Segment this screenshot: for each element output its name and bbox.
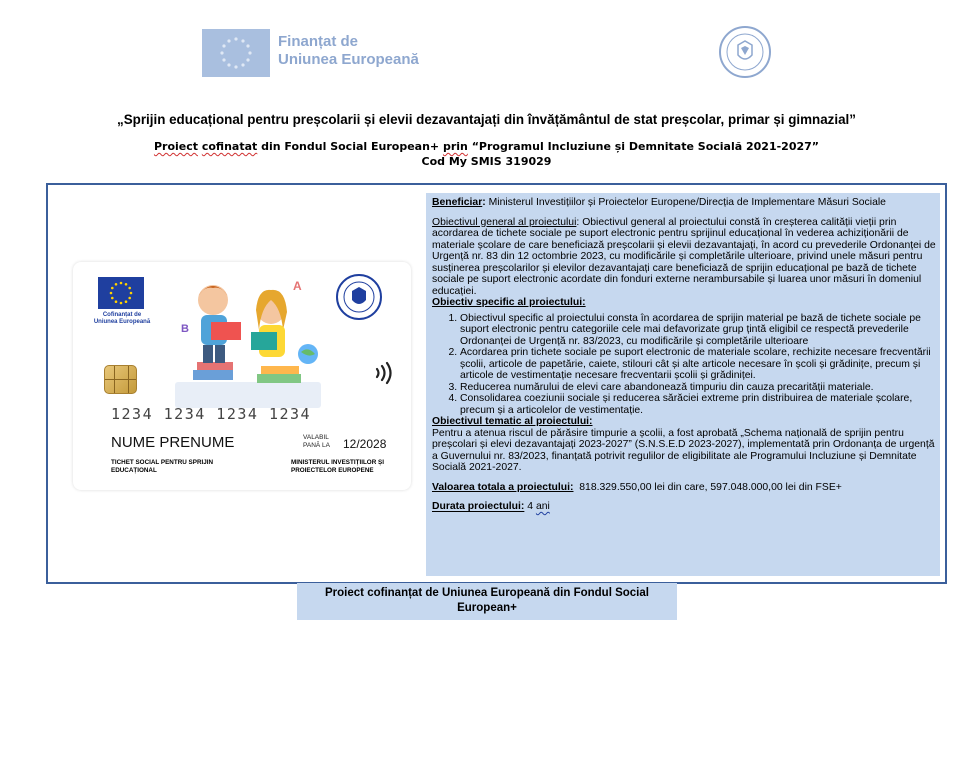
valid-until-label: VALABIL PANĂ LA bbox=[303, 434, 330, 449]
svg-text:A: A bbox=[293, 279, 302, 293]
project-duration-label: Durata proiectului: bbox=[432, 501, 525, 512]
card-eu-flag-icon bbox=[98, 277, 144, 309]
project-value-label: Valoarea totala a proiectului: bbox=[432, 481, 574, 493]
list-item: 3. Reducerea numărului de elevi care abandonează timpuriu din cauza precarității materiale. bbox=[460, 382, 938, 394]
beneficiary-org: Ministerul Investițiilor și Proiectelor Europene bbox=[488, 197, 696, 208]
card-issuer-label: MINISTERUL INVESTIȚIILOR ȘI PROIECTELOR EUROPENE bbox=[291, 459, 384, 474]
specific-objectives-list bbox=[432, 313, 938, 417]
general-objective-text: Obiectivul general al proiectului constă în creșterea calității vieții prin acordarea de tichete sociale pe suport electronic pentru sprijinul educațional în vederea achiziționării de materiale școlare de care beneficiază preșcolarii și elevii dezavantajați, în acord cu prevederile Ordonanței de Urgență nr. 83 din 12 octombrie 2023, cu modificările și completările ulterioare, privind unele măsuri pentru susținerea preșcolarilor și elevilor dezavantajați care beneficiază de sprijin educațional pe bază de tichete sociale pe suport electronic acordate din fonduri externe nerambursabile și luarea unor măsuri în domeniul educației. bbox=[432, 216, 936, 297]
list-item: 4. Consolidarea coeziunii sociale și reducerea sărăciei extreme prin distribuirea de materiale școlare, precum și a articolelor de vestimentație. bbox=[460, 393, 938, 416]
eu-flag-icon bbox=[202, 29, 270, 77]
thematic-objective-label: Obiectivul tematic al proiectului: bbox=[432, 416, 593, 427]
project-subtitle bbox=[0, 139, 973, 169]
expiry-date: 12/2028 bbox=[343, 437, 387, 451]
smis-code: Cod My SMIS 319029 bbox=[421, 155, 552, 168]
general-objective-label: Obiectivul general al proiectului bbox=[432, 216, 577, 228]
eu-logo-text: Finanțat de Uniunea Europeană bbox=[278, 33, 419, 68]
subtitle-text: din Fondul Social European+ bbox=[257, 140, 443, 153]
thematic-objective-text: Pentru a atenua riscul de părăsire timpurie a școlii, a fost aprobată „Schema națională de sprijin pentru preșcolari și elevi dezavantajați 2023-2027” (S.N.S.E.D 2023-2027), implementată prin Ordonanța de urgență a Guvernului nr. 83/2023, finanțată potrivit regulilor de eligibilitate ale Programului Incluziune și Demnitate Socială 2021-2027. bbox=[432, 427, 935, 473]
card-eu-label: Cofinanțat de Uniunea Europeană bbox=[93, 312, 151, 325]
card-number: 1234 1234 1234 1234 bbox=[111, 405, 312, 423]
project-duration-unit: ani bbox=[535, 501, 550, 512]
card-government-seal-icon bbox=[335, 273, 383, 321]
government-seal-icon bbox=[718, 25, 772, 79]
subtitle-text: “Programul Incluziune și Demnitate Socială 2021-2027” bbox=[467, 140, 820, 153]
beneficiary-line: Beneficiar: Ministerul Investițiilor și Proiectelor Europene/Direcția de Implementare Măsuri Sociale bbox=[432, 197, 886, 208]
eu-funding-logo bbox=[202, 29, 422, 77]
contactless-icon bbox=[373, 359, 397, 387]
subtitle-word: cofinatat bbox=[201, 140, 258, 153]
svg-text:B: B bbox=[181, 323, 189, 335]
ticket-type-label: TICHET SOCIAL PENTRU SPRIJIN EDUCAȚIONAL bbox=[111, 459, 214, 474]
children-reading-illustration bbox=[173, 270, 323, 410]
cardholder-name: NUME PRENUME bbox=[111, 434, 235, 451]
subtitle-word: Proiect bbox=[153, 140, 199, 153]
project-duration-number: 4 bbox=[527, 501, 534, 512]
cofinancing-footer: Proiect cofinanțat de Uniunea Europeană din Fondul Social European+ bbox=[297, 583, 677, 620]
list-item: 1. Obiectivul specific al proiectului consta în acordarea de sprijin material pe bază de tichete sociale pe suport electronic pentru categoriile cele mai defavorizate grup țintă eligibil ce respectă prevederile Ordonanței de Urgență nr. 83/2023, cu modificările și completările ulterioare bbox=[460, 313, 938, 348]
subtitle-word: prin bbox=[442, 140, 468, 153]
beneficiary-label: Beneficiar bbox=[432, 197, 483, 208]
project-value bbox=[432, 482, 938, 494]
specific-objective-label: Obiectiv specific al proiectului: bbox=[432, 297, 586, 308]
project-info-panel bbox=[426, 193, 940, 576]
project-duration bbox=[432, 501, 938, 513]
list-item: 2. Acordarea prin tichete sociale pe suport electronic de materiale scolare, rechizite necesare frecventării școlii, articole de papetărie, caiete, stilouri cât și alte articole necesare în școli și grădinițe, precum și articole de vestimentație necesare frecventarii școlii și grădiniței. bbox=[460, 347, 938, 382]
project-title: „Sprijin educațional pentru preșcolarii și elevii dezavantajați din învățământul de stat preșcolar, primar și gimnazial” bbox=[117, 112, 856, 127]
project-value-text: 818.329.550,00 lei din care, 597.048.000,00 lei din FSE+ bbox=[579, 481, 842, 493]
general-objective: Obiectivul general al proiectului: Obiectivul general al proiectului constă în creșterea calității vieții prin acordarea de tichete sociale pe suport electronic pentru sprijinul educațional în vederea achiziționării de materiale școlare de care beneficiază preșcolarii și elevii dezavantajați, în acord cu prevederile Ordonanței de Urgență nr. 83 din 12 octombrie 2023, cu modificările și completările ulterioare, privind unele măsuri pentru susținerea preșcolarilor și elevilor dezavantajați care beneficiază de sprijin educațional pe bază de tichete sociale pe suport electronic acordate din fonduri externe nerambursabile și luarea unor măsuri în domeniul educației. bbox=[432, 216, 936, 297]
beneficiary-directorate: /Direcția de Implementare Măsuri Sociale bbox=[695, 197, 886, 208]
social-ticket-card bbox=[73, 262, 411, 490]
card-chip-icon bbox=[104, 365, 137, 394]
